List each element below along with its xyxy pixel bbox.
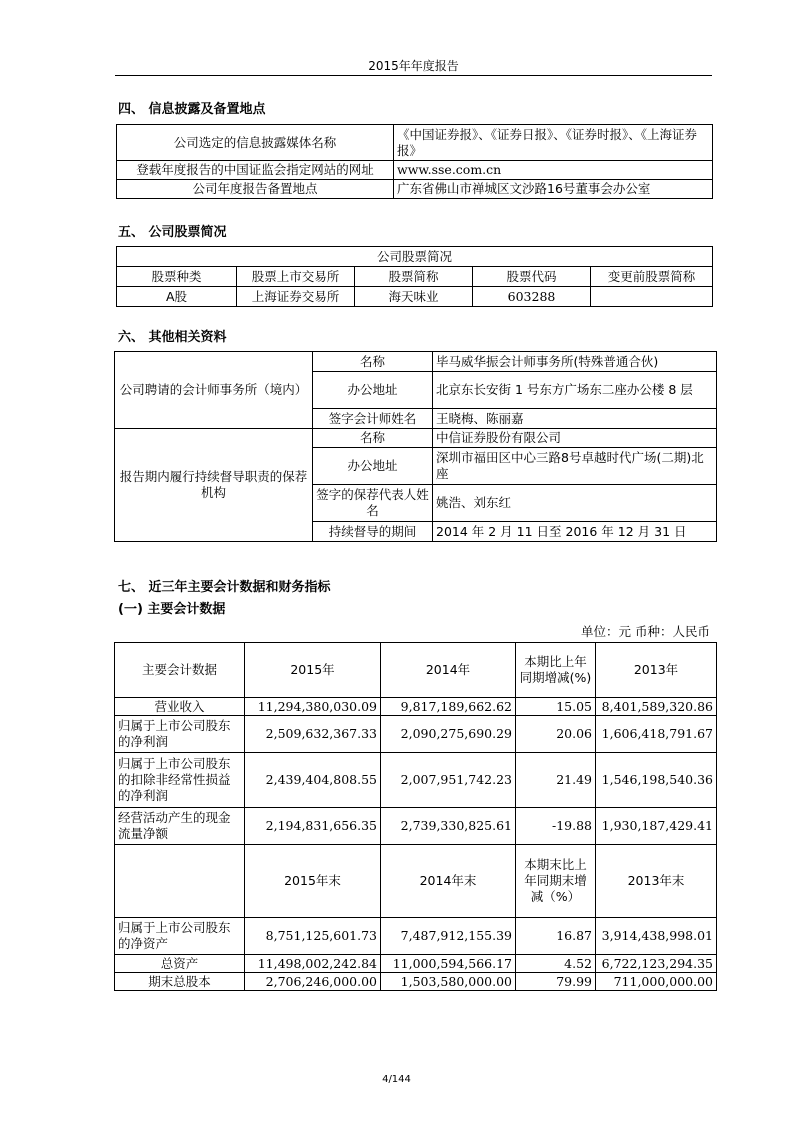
table-row bbox=[117, 287, 713, 307]
page-number: 4/144 bbox=[382, 1074, 411, 1085]
table-row bbox=[115, 698, 717, 716]
header-rule bbox=[115, 75, 712, 76]
cell-value: 8,751,125,601.73 bbox=[245, 918, 381, 955]
column-header: 主要会计数据 bbox=[115, 643, 245, 698]
stock-table-title: 公司股票简况 bbox=[117, 247, 713, 267]
row-label: 总资产 bbox=[115, 955, 245, 973]
cell-value: 11,000,594,566.17 bbox=[381, 955, 516, 973]
website-value: www.sse.com.cn bbox=[394, 161, 713, 180]
field-value: 王晓梅、陈丽嘉 bbox=[433, 409, 717, 429]
cell-value: 9,817,189,662.62 bbox=[381, 698, 516, 716]
field-label: 名称 bbox=[313, 429, 433, 448]
column-header: 2015年末 bbox=[245, 845, 381, 918]
disclosure-media-value: 《中国证券报》、《证券日报》、《证券时报》、《上海证券报》 bbox=[394, 125, 713, 161]
cell-value: 3,914,438,998.01 bbox=[596, 918, 717, 955]
cell-value: 1,606,418,791.67 bbox=[596, 716, 717, 753]
cell-value: 2,007,951,742.23 bbox=[381, 753, 516, 808]
cell-value: 8,401,589,320.86 bbox=[596, 698, 717, 716]
row-label: 营业收入 bbox=[115, 698, 245, 716]
cell-value: 20.06 bbox=[516, 716, 596, 753]
table-row bbox=[115, 973, 717, 991]
table-row bbox=[117, 247, 713, 267]
page-header: 2015年年度报告 bbox=[368, 59, 459, 73]
report-location-label: 公司年度报告备置地点 bbox=[117, 180, 394, 199]
cell-value: 11,294,380,030.09 bbox=[245, 698, 381, 716]
cell-value: 2,090,275,690.29 bbox=[381, 716, 516, 753]
section6-title: 六、 其他相关资料 bbox=[118, 330, 227, 345]
column-header: 变更前股票简称 bbox=[591, 267, 713, 287]
column-header: 股票上市交易所 bbox=[237, 267, 355, 287]
field-value: 深圳市福田区中心三路8号卓越时代广场(二期)北座 bbox=[433, 448, 717, 485]
cell-value: 11,498,002,242.84 bbox=[245, 955, 381, 973]
disclosure-media-label: 公司选定的信息披露媒体名称 bbox=[117, 125, 394, 161]
cell-value: -19.88 bbox=[516, 808, 596, 845]
column-header bbox=[115, 845, 245, 918]
table-row bbox=[117, 180, 713, 199]
auditor-group-label: 公司聘请的会计师事务所（境内） bbox=[115, 352, 313, 429]
stock-short-name: 海天味业 bbox=[355, 287, 473, 307]
cell-value: 6,722,123,294.35 bbox=[596, 955, 717, 973]
table-header-row bbox=[115, 643, 717, 698]
section7-title: 七、 近三年主要会计数据和财务指标 bbox=[118, 580, 331, 595]
table-row bbox=[115, 918, 717, 955]
key-accounting-data-table bbox=[114, 642, 717, 991]
sponsor-group-label: 报告期内履行持续督导职责的保荐机构 bbox=[115, 429, 313, 542]
cell-value: 2,739,330,825.61 bbox=[381, 808, 516, 845]
column-header: 股票代码 bbox=[473, 267, 591, 287]
row-label: 期末总股本 bbox=[115, 973, 245, 991]
unit-currency-label: 单位：元 币种：人民币 bbox=[581, 624, 710, 639]
field-label: 签字的保荐代表人姓名 bbox=[313, 485, 433, 522]
table-row bbox=[115, 753, 717, 808]
row-label: 归属于上市公司股东的净资产 bbox=[115, 918, 245, 955]
cell-value: 4.52 bbox=[516, 955, 596, 973]
cell-value: 2,509,632,367.33 bbox=[245, 716, 381, 753]
report-location-value: 广东省佛山市禅城区文沙路16号董事会办公室 bbox=[394, 180, 713, 199]
column-header: 2013年 bbox=[596, 643, 717, 698]
row-label: 归属于上市公司股东的净利润 bbox=[115, 716, 245, 753]
field-label: 办公地址 bbox=[313, 372, 433, 409]
column-header: 2014年 bbox=[381, 643, 516, 698]
table-row bbox=[115, 429, 717, 448]
cell-value: 16.87 bbox=[516, 918, 596, 955]
table-row bbox=[117, 161, 713, 180]
field-label: 持续督导的期间 bbox=[313, 522, 433, 542]
table-row bbox=[117, 125, 713, 161]
field-label: 办公地址 bbox=[313, 448, 433, 485]
field-label: 签字会计师姓名 bbox=[313, 409, 433, 429]
cell-value: 15.05 bbox=[516, 698, 596, 716]
table-row bbox=[115, 352, 717, 372]
website-label: 登载年度报告的中国证监会指定网站的网址 bbox=[117, 161, 394, 180]
column-header: 本期比上年同期增减(%) bbox=[516, 643, 596, 698]
table-row bbox=[115, 955, 717, 973]
column-header: 2013年末 bbox=[596, 845, 717, 918]
cell-value: 79.99 bbox=[516, 973, 596, 991]
cell-value: 1,930,187,429.41 bbox=[596, 808, 717, 845]
section4-title: 四、 信息披露及备置地点 bbox=[118, 102, 266, 117]
cell-value: 2,439,404,808.55 bbox=[245, 753, 381, 808]
column-header: 2015年 bbox=[245, 643, 381, 698]
field-label: 名称 bbox=[313, 352, 433, 372]
section5-title: 五、 公司股票简况 bbox=[118, 225, 227, 240]
table-row bbox=[117, 267, 713, 287]
column-header: 股票种类 bbox=[117, 267, 237, 287]
cell-value: 1,546,198,540.36 bbox=[596, 753, 717, 808]
table-row bbox=[115, 716, 717, 753]
info-disclosure-table bbox=[116, 124, 713, 199]
stock-type: A股 bbox=[117, 287, 237, 307]
stock-exchange: 上海证券交易所 bbox=[237, 287, 355, 307]
stock-prev-name bbox=[591, 287, 713, 307]
field-value: 北京东长安街 1 号东方广场东二座办公楼 8 层 bbox=[433, 372, 717, 409]
field-value: 姚浩、刘东红 bbox=[433, 485, 717, 522]
cell-value: 1,503,580,000.00 bbox=[381, 973, 516, 991]
column-header: 2014年末 bbox=[381, 845, 516, 918]
table-row bbox=[115, 808, 717, 845]
cell-value: 2,706,246,000.00 bbox=[245, 973, 381, 991]
table-header-row bbox=[115, 845, 717, 918]
cell-value: 711,000,000.00 bbox=[596, 973, 717, 991]
stock-code: 603288 bbox=[473, 287, 591, 307]
section7-subtitle: (一) 主要会计数据 bbox=[118, 602, 226, 617]
related-info-table bbox=[114, 351, 717, 542]
row-label: 归属于上市公司股东的扣除非经常性损益的净利润 bbox=[115, 753, 245, 808]
cell-value: 21.49 bbox=[516, 753, 596, 808]
cell-value: 2,194,831,656.35 bbox=[245, 808, 381, 845]
field-value: 2014 年 2 月 11 日至 2016 年 12 月 31 日 bbox=[433, 522, 717, 542]
field-value: 毕马威华振会计师事务所(特殊普通合伙) bbox=[433, 352, 717, 372]
field-value: 中信证券股份有限公司 bbox=[433, 429, 717, 448]
row-label: 经营活动产生的现金流量净额 bbox=[115, 808, 245, 845]
column-header: 本期末比上年同期末增减（%） bbox=[516, 845, 596, 918]
column-header: 股票简称 bbox=[355, 267, 473, 287]
cell-value: 7,487,912,155.39 bbox=[381, 918, 516, 955]
stock-summary-table bbox=[116, 246, 713, 307]
